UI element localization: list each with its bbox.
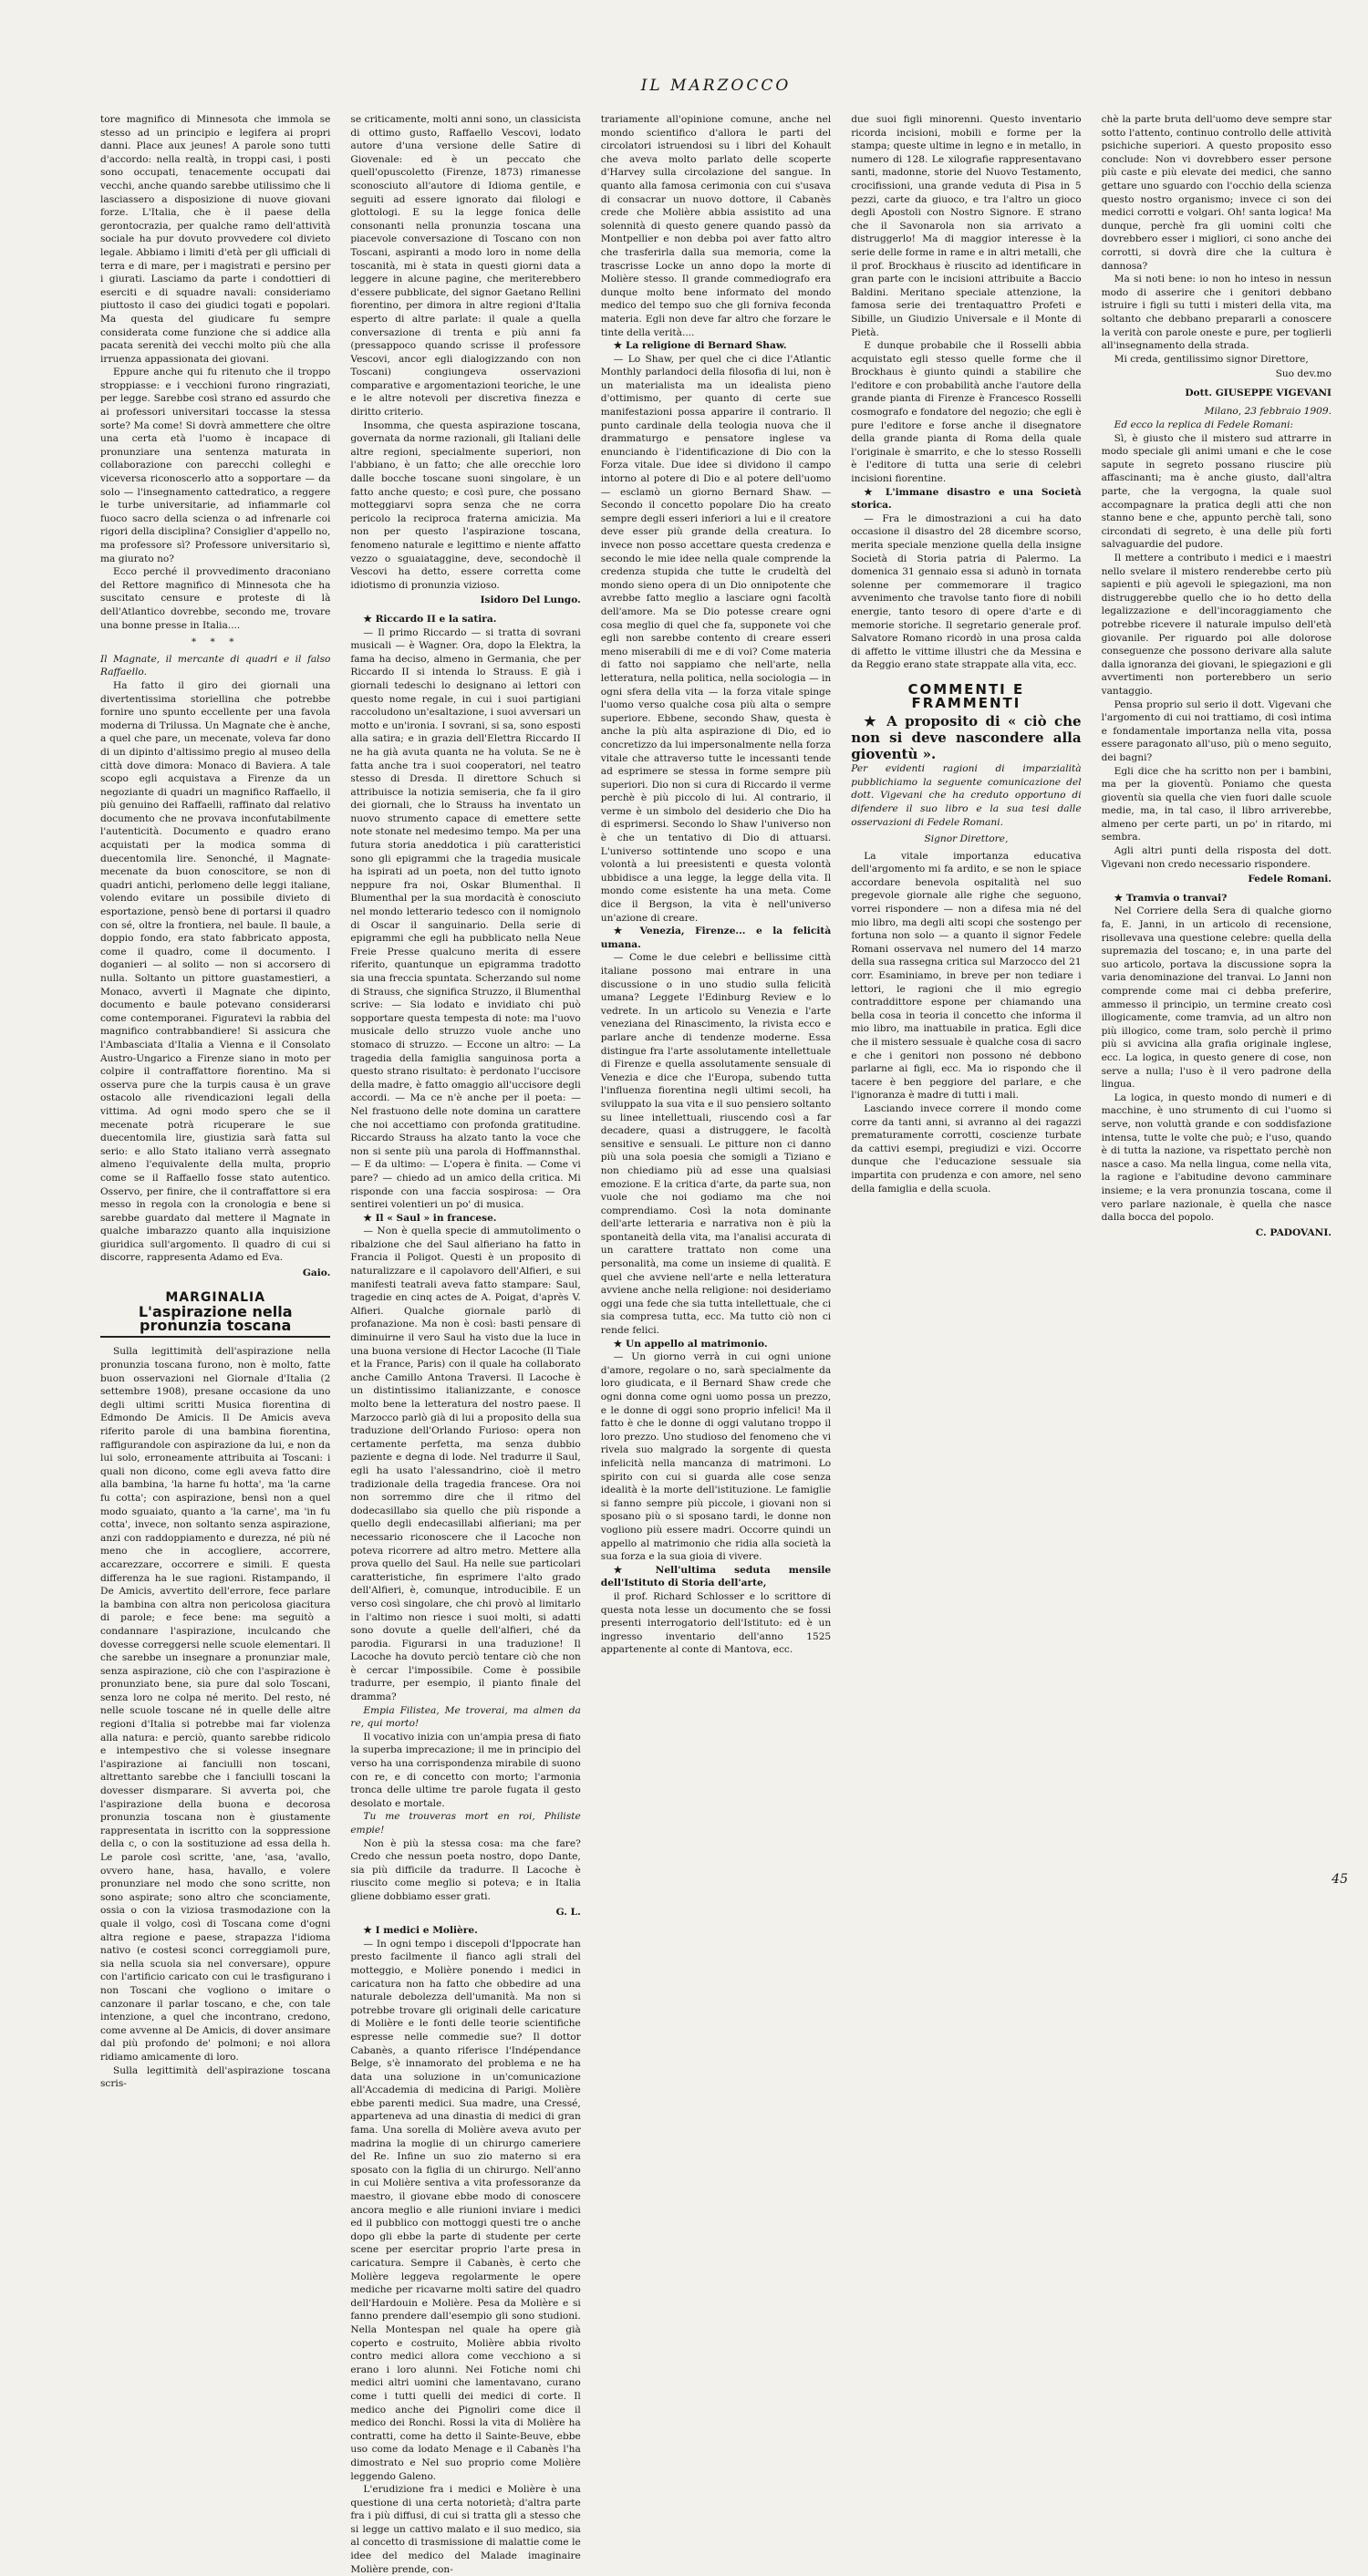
paragraph: Eppure anche qui fu ritenuto che il troppo stroppiasse: e i vecchioni furono ringraziati, per legge. Sarebbe così strano ed assurdo che ai professori universitari toccasse la stessa sorte? Ma come! Si dovrà ammettere che oltre una certa età l'uomo è incapace di pronunziare una sentenza maturata in collaborazione con parecchi colleghi e viceversa riconoscerlo atto a sopportare — da solo — l'insegnamento cattedratico, a reggere le turbe universitarie, ad infiammarle col fuoco sacro della scienza o ad infrenarle coi rigori della disciplina? Consiglier d'appello no, ma professore sì? Professore universitario sì, ma giurato no?	[100, 367, 331, 564]
paragraph: Il mettere a contributo i medici e i maestri nello svelare il mistero renderebbe certo più sapienti e più agevoli le spiegazioni, ma non distruggerebbe quello che io ho detto della legalizzazione e dell'incoraggiamento che potrebbe ricevere il naturale impulso dell'età giovanile. Per riguardo poi alle dolorose conseguenze che possono derivare alla salute dalla ignoranza dei giovani, le spiegazioni e gli avvertimenti non porterebbero un serio vantaggio.	[1101, 553, 1332, 697]
item-title: ★ Il « Saul » in francese.	[363, 1212, 497, 1224]
paragraph: — Lo Shaw, per quel che ci dice l'Atlantic Monthly parlandoci della filosofia di lui, non è un materialista ma un idealista pieno d'ottimismo, per quanto di certe sue manifestazioni possa apparire il contrario. Il punto cardinale della teologia nuova che il drammaturgo e pensatore inglese va enunciando è l'identificazione di Dio con la Forza vitale. Due idee si dividono il campo intorno al potere di Dio e al potere dell'uomo — esclamò un giorno Bernard Shaw. — Secondo il concetto popolare Dio ha creato sempre degli esseri inferiori a lui e il creatore deve esser più grande della creatura. Io invece non posso accettare questa credenza e secondo le mie idee nella quale comprende la credenza stupida che tutte le crudeltà del mondo sieno opera di un Dio onnipotente che avrebbe fatto meglio a lasciare ogni facoltà dell'amore. Ma se Dio potesse creare ogni cosa meglio di quel che fa, supponete voi che egli non sarebbe contento di creare esseri meno miserabili di me e di voi? Come materia di fatto noi sappiamo che nell'arte, nella letteratura, nella politica, nella sociologia — in ogni sfera della vita — la forza vitale spinge l'uomo verso qualche cosa più alta o sempre superiore. Ebbene, secondo Shaw, questa è anche la più alta aspirazione di Dio, ed io concretizzo da lui impersonalmente nella forza vitale che attraverso tutte le incessanti tende ad esprimere se stessa in forme sempre più superiori. Dio non si cura di Riccardo il verme perchè è più piccolo di lui. Al contrario, il verme è un simbolo del desiderio che Dio ha di esprimersi. Secondo lo Shaw l'universo non è che un tentativo di Dio di attuarsi. L'universo sottintende uno scopo e una volontà a lui preesistenti e questa volontà ubbidisce a una legge, la legge della vita. Il mondo come esistente ha una meta. Come dice il Bergson, la vita è nell'universo un'azione di creare.	[600, 353, 832, 924]
paragraph: trariamente all'opinione comune, anche nel mondo scientifico d'allora le parti del circolatori istruendosi su i libri del Kohault che aveva molto parlato delle scoperte d'Harvey sulla circolazione del sangue. In quanto alla famosa cerimonia con cui s'usava di consacrar un nuovo dottore, il Cabanès crede che Molière abbia assistito ad una solennità di questo genere quando passò da Montpellier e non debba poi aver fatto altro che trasferirla dalla sua memoria, come la trascrisse Locke un anno dopo la morte di Molière stesso. Il grande commediografo era dunque molto bene informato del mondo medico del tempo suo che gli forniva feconda materia. Egli non deve far altro che forzare le tinte della verità....	[600, 114, 832, 338]
item-title: ★ I medici e Molière.	[363, 1925, 478, 1937]
paragraph: tore magnifico di Minnesota che immola se stesso ad un principio e legifera ai propri danni. Place aux jeunes! A parole sono tutti d'accordo: nella realtà, in troppi casi, i posti sono occupati, tenacemente occupati dai vecchi, anche quando sarebbe utilissimo che li lasciassero a disposizione di nuove giovani forze. L'Italia, che è il paese della gerontocrazia, per qualche ramo dell'attività sociale ha pur dovuto provvedere col divieto legale. Abbiamo i limiti d'età per gli ufficiali di terra e di mare, per i magistrati e persino per i giurati. Lasciamo da parte i condottieri di eserciti e di squadre navali: consideriamo piuttosto il caso dei giudici togati e popolari. Ma questa del giudicare fu sempre considerata come funzione che si addice alla pacata serenità dei vecchi molto più che alla irruenza appassionata dei giovani.	[100, 114, 331, 365]
paragraph: Non è più la stessa cosa: ma che fare? Credo che nessun poeta nostro, dopo Dante, sia più difficile da tradurre. Il Lacoche è riuscito come meglio si poteva; e in Italia gliene dobbiamo esser grati.	[350, 1837, 581, 1902]
paragraph: La logica, in questo mondo di numeri e di macchine, è uno strumento di cui l'uomo si serve, non voluttà grande e con soddisfazione intensa, tutte le volte che può; e l'uso, quando è di tutta la nazione, va rispettato perchè non nasce a caso. Ma nella lingua, come nella vita, la ragione e l'abitudine devono camminare insieme; e la vera pronunzia toscana, come il vero parlare nazionale, è quella che nasce dalla bocca del popolo.	[1101, 1091, 1332, 1224]
paragraph: Insomma, che questa aspirazione toscana, governata da norme razionali, gli Italiani delle altre regioni, specialmente superiori, non l'abbiano, è un fatto; che alle orecchie loro dalle bocche toscane suoni singolare, è un fatto anche questo; e così pure, che possano motteggiarvi sopra senza che ne corra pericolo la reciproca fraterna amicizia. Ma non per questo l'aspirazione toscana, fenomeno naturale e legittimo e niente affatto vezzo o sguaiataggine, deve, secondochè il Vescovi ha detto, essere corretta come idiotismo di pronunzia vizioso.	[350, 419, 581, 591]
signature: G. L.	[555, 1906, 581, 1918]
article-title: L'aspirazione nella pronunzia toscana	[100, 1306, 330, 1338]
closing: Suo dev.mo	[1275, 368, 1332, 380]
paragraph: La vitale importanza educativa dell'argomento mi fa ardito, e se non le spiace accordare benevola ospitalità nel suo pregevole giornale alle righe che seguono, vorrei rispondere — non a difesa mia né del mio libro, ma degli alti scopi che sostengo per fortuna non solo — a quanto il signor Fedele Romani osservava nel numero del 14 marzo della sua rassegna critica sul Marzocco del 21 corr. Esaminiamo, in breve per non tediare i lettori, le ragioni che il mio egregio contraddittore espone per chiamando una bella cosa in teoria il concetto che informa il mio libro, ma inattuabile in pratica. Egli dice che il mistero sessuale è qualche cosa di sacro e che i genitori non possono né debbono parlarne ai figli, ecc. Ma io rispondo che il tacere è ben peggiore del parlare, e che l'ignoranza è madre di tutti i mali.	[851, 850, 1082, 1102]
paragraph: Lasciando invece correre il mondo come corre da tanti anni, si avranno al dei ragazzi prematuramente corrotti, coscienze turbate da cattivi esempi, pregiudizi e vizi. Occorre dunque che l'educazione sessuale sia impartita con prudenza e con amore, nel seno della famiglia e della scuola.	[851, 1102, 1082, 1195]
article-subtitle: Il Magnate, il mercante di quadri e il falso Raffaello.	[100, 653, 331, 678]
column-4	[851, 113, 1081, 2576]
item-title: ★ La religione di Bernard Shaw.	[613, 340, 787, 352]
paragraph: Ma si noti bene: io non ho inteso in nessun modo di asserire che i genitori debbano istruire i figli su tutti i misteri della vita, ma soltanto che debbano prepararli a conoscere la verità con parole oneste e pure, per toglierli all'insegnamento della strada.	[1101, 274, 1332, 352]
paragraph: Agli altri punti della risposta del dott. Vigevani non credo necessario rispondere.	[1101, 845, 1332, 870]
section-heading: COMMENTI E FRAMMENTI	[907, 680, 1025, 711]
item-title: ★ Tramvia o tranvai?	[1114, 892, 1228, 904]
signature: C. PADOVANI.	[1255, 1226, 1332, 1238]
paragraph: Sulla legittimità dell'aspirazione nella pronunzia toscana furono, non è molto, fatte buon osservazioni nel Giornale d'Italia (2 settembre 1908), presane occasione da uno degli ultimi scritti Musica fiorentina di Edmondo De Amicis. Il De Amicis aveva riferito parole di una bambina fiorentina, raffigurandole con aspirazione da lui, e non da lui solo, erroneamente attribuita ai Toscani: i quali non dicono, come egli aveva fatto dire alla bambina, 'la harne fu hotta', ma 'la carne fu cotta'; con aspirazione, bensì non a quel modo sguaiato, quanto a 'la carne', ma 'in fu cotta', invece, non soltanto senza aspirazione, anzi con raddoppiamento e durezza, né più né meno che in accogliere, accorrere, accarezzare, occorrere e simili. E questa differenza ha le sue ragioni. Ristampando, il De Amicis, avvertito dell'errore, fece parlare la bambina con altra non pericolosa giacitura di parole; e fece bene: ma seguitò a condannare l'aspirazione, inculcando che dovesse correggersi nelle scuole elementari. Il che sarebbe un insegnare a pronunziar male, senza aspirazione, ciò che con l'aspirazione è pronunziato bene, sia pure dal solo Toscani, senza loro ne colpa né merito. Del resto, né nelle scuole toscane né in quelle delle altre regioni d'Italia si potrebbe mai far violenza alla natura: e perciò, quanto sarebbe ridicolo e intempestivo che si volesse insegnare l'aspirazione ai fanciulli non toscani, altrettanto sarebbe che i fanciulli toscani la dovesser dismparare. Si avverta poi, che l'aspirazione della buona e decorosa pronunzia toscana non è giustamente rappresentata in iscritto con la soppressione della c, o con la sostituzione ad essa della h. Le parole così scritte, 'ane, 'asa, 'avallo, ovvero hane, hasa, havallo, e volere pronunziare nel modo che sono scritte, non sono aspirate; sono altro che sconciamente, ossia o con la viziosa trasmodazione con la quale il volgo, così di Toscana come d'ogni altra regione e paese, strapazza l'idioma nativo (e costesi sconci correggiamoli pure, sia nella scuola sia nel conversare), oppure con l'artificio caricato con cui le trasfigurano i non Toscani che vogliono o imitare o canzonare il parlar toscano, e che, con tale intenzione, a quel che incontrano, credono, come avvenne al De Amicis, di dover ansimare dal più profondo de' polmoni; e noi allora ridiamo amicamente di loro.	[100, 1346, 331, 2063]
paragraph: — Fra le dimostrazioni a cui ha dato occasione il disastro del 28 dicembre scorso, merita speciale menzione quella della insigne Società di Storia patria di Palermo. La domenica 31 gennaio essa si adunò in tornata solenne per commemorare il tragico avvenimento che travolse tanto fiore di nobili energie, tanto tesoro di opere d'arte e di memorie storiche. Il segretario generale prof. Salvatore Romano ricordò in una prosa calda di affetto le vittime illustri che da Messina e da Reggio erano state strappate alla vita, ecc.	[851, 512, 1082, 671]
signature: Gaio.	[302, 1267, 331, 1279]
column-1	[100, 113, 330, 2576]
paragraph: L'erudizione fra i medici e Molière è una questione di una certa notorietà; d'altra parte fra i più diffusi, di cui si tratta gli a stesso che si legge un cattivo malato e il suo medico, sia al concetto di trasmissione di malattie come le idee del medico del Malade imaginaire Molière prende, con-	[350, 2484, 581, 2575]
masthead: IL MARZOCCO	[640, 77, 792, 95]
paragraph: Il vocativo inizia con un'ampia presa di fiato la superba imprecazione; il me in principio del verso ha una corrispondenza mirabile di suono con re, e di concetto con morto; l'armonia tronca delle ultime tre parole fugata il gesto desolato e mortale.	[350, 1731, 581, 1809]
paragraph: se criticamente, molti anni sono, un classicista di ottimo gusto, Raffaello Vescovi, lodato autore d'una versione delle Satire di Giovenale: ed è un peccato che quell'opuscoletto (Firenze, 1873) rimanesse sconosciuto all'autore di Idioma gentile, e seguiti ad essere ignorato dai filologi e glottologi. E su la legge fonica delle consonanti nella pronunzia toscana una piacevole conversazione di Toscano con non Toscani, aspiranti a modo loro in nome della toscanità, mi è stata in questi giorni data a leggere in alcune pagine, che meriterebbero d'essere pubblicate, del signor Gaetano Rellini fiorentino, per dimora in altre regioni d'Italia esperto di altre parlate: il quale a quella conversazione di trenta e più anni fa (pressappoco quando scrisse il professore Vescovi, ancor egli dialogizzando con non Toscani) congiungeva osservazioni comparative e argomentazioni teoriche, le une e le altre notevoli per discretiva finezza e diritto criterio.	[350, 114, 581, 419]
column-3	[601, 113, 831, 2576]
salutation: Signor Direttore,	[924, 833, 1009, 845]
signature: Fedele Romani.	[1248, 874, 1332, 885]
editorial-note: Per evidenti ragioni di imparzialità pubblichiamo la seguente comunicazione del dott. Vigevani che ha creduto opportuno di difendere il suo libro e la sua tesi dalle osservazioni di Fedele Romani.	[851, 763, 1082, 828]
paragraph: — Un giorno verrà in cui ogni unione d'amore, regolare o no, sarà specialmente da loro giudicata, e il Bernard Shaw crede che ogni donna come ogni uomo possa un prezzo, e le donne di oggi sono proprio infelici! Ma il fatto è che le donne di oggi valutano troppo il loro prezzo. Uno studioso del fenomeno che vi rivela suo malgrado la sorgente di questa infelicità nella mancanza di matrimoni. Lo spirito con cui si guarda alle cose senza idealità è la morte dell'istituzione. Le famiglie si fanno sempre più piccole, i giovani non si sposano più o si sposano tardi, le donne non vogliono più essere madri. Occorre quindi un appello al matrimonio che ridia alla società la sua forza e la sua gioia di vivere.	[600, 1351, 832, 1563]
quotation: Tu me trouveras mort en roi, Philiste empie!	[350, 1811, 581, 1836]
paragraph: Egli dice che ha scritto non per i bambini, ma per la gioventù. Poniamo che questa gioventù sia quella che vien fuori dalle scuole medie, ma, in tal caso, il libro arriverebbe, almeno per certe parti, un po' in ritardo, mi sembra.	[1101, 765, 1332, 843]
paragraph: Ecco perché il provvedimento draconiano del Rettore magnifico di Minnesota che ha suscitato censure e proteste di là dell'Atlantico dovrebbe, secondo me, trovare una bonne presse in Italia....	[100, 566, 331, 631]
editorial-note: Ed ecco la replica di Fedele Romani:	[1114, 419, 1294, 431]
paragraph: — Il primo Riccardo — si tratta di sovrani musicali — è Wagner. Ora, dopo la Elektra, la fama ha deciso, almeno in Germania, che per Riccardo II si intenda lo Strauss. E già i giornali tedeschi lo designano ai lettori con questo nome regale, in cui i suoi partigiani raccoludono un'esaltazione, i suoi avversari un motto e un'ironia. I sovrani, si sa, sono esposti alla satira; e in grazia dell'Elettra Riccardo II ne ha già avuta quanta ne ha voluta. Se ne è fatta anche tra i suoi cooperatori, nel teatro stesso di Dresda. Il direttore Schuch si attribuisce la notizia semiseria, che fa il giro dei giornali, che lo Strauss ha inventato un nuovo strumento capace di emettere sette note stonate nel medesimo tempo. Ma per una futura storia aneddotica i più caratteristici sono gli epigrammi che la tragedia musicale ha ispirati ad un poeta, non del tutto ignoto neppure fra noi, Oskar Blumenthal. Il Blumenthal per la sua mordacità è conosciuto nel mondo letterario tedesco con il nomignolo di Oscar il sanguinario. Della serie di epigrammi che egli ha pubblicato nella Neue Freie Presse qualcuno merita di essere riferito, quantunque un epigramma tradotto sia una freccia spuntata. Scherzando sul nome di Strauss, che significa Struzzo, il Blumenthal scrive: — Sia lodato e invidiato chi può sopportare questa tempesta di note: ma l'uovo musicale dello struzzo vuole anche uno stomaco di struzzo. — Eccone un altro: — La tragedia della famiglia sanguinosa porta a questo strano risultato: è perdonato l'uccisore della madre, è fatto omaggio all'uccisore degli accordi. — Ma ce n'è anche per il poeta: — Nel frastuono delle note domina un carattere che noi accettiamo con profonda gratitudine. Riccardo Strauss ha alzato tanto la voce che non si sente più una parola di Hoffmannsthal. — E da ultimo: — L'opera è finita. — Come vi pare? — chiedo ad un amico della critica. Mi risponde con una faccia sospirosa: — Ora sentirei volentieri un po' di musica.	[350, 626, 581, 1211]
signature: Dott. GIUSEPPE VIGEVANI	[1185, 387, 1332, 398]
paragraph: Nel Corriere della Sera di qualche giorno fa, E. Janni, in un articolo di recensione, risollevava una questione celebre: quella della supremazia del toscano; e, in una parte del suo articolo, portava la discussione sopra la varia denominazione del tranvai. Lo Janni non comprende come mai ci debba preferire, ammesso il principio, un termine creato così illogicamente, come tramvia, ad un altro non più illogico, come tram, solo perchè il primo più si avvicina alla grafia originale inglese, ecc. La logica, in questo genere di cose, non serve a nulla; l'uso è il vero padrone della lingua.	[1101, 905, 1332, 1091]
item-title: ★ Un appello al matrimonio.	[613, 1338, 768, 1350]
paragraph: Mi creda, gentilissimo signor Direttore,	[1114, 353, 1309, 365]
paragraph: Sulla legittimità dell'aspirazione toscana scris-	[100, 2064, 331, 2090]
article-title: ★ A proposito di « ciò che non si deve nascondere alla gioventù ».	[851, 713, 1082, 763]
paragraph: Sì, è giusto che il mistero sud attrarre in modo speciale gli animi umani e che le cose sapute in segreto possano riuscire più affascinanti; ma è anche giusto, dall'altra parte, che la vergogna, la quale suol accompagnare la pratica degli atti che non stanno bene e che, appunto perchè tali, sono circondati di segreto, è una delle più forti salvaguardie del pudore.	[1101, 432, 1332, 551]
columns	[100, 113, 1332, 2575]
paragraph: Ha fatto il giro dei giornali una divertentissima storiellina che potrebbe fornire uno spunto eccellente per una favola moderna di Trilussa. Un Magnate che è anche, a quel che pare, un mecenate, voleva far dono di un dipinto d'altissimo pregio al museo della città dove dimora: Monaco di Baviera. A tale scopo egli acquistava a Firenze da un negoziante di quadri un magnifico Raffaello, il più genuino dei Raffaelli, raffinato dal relativo documento che ne provava inconfutabilmente l'autenticità. Documento e quadro erano acquistati per la modica somma di duecentomila lire. Senonché, il Magnate-mecenate da buon conoscitore, se non di quadri antichi, perlomeno delle leggi italiane, volendo evitare un possibile divieto di esportazione, pensò bene di portarsi il quadro con sé, oltre la frontiera, nel baule. Il baule, a doppio fondo, era stato fabbricato apposta, come il quadro, come il documento. I doganieri — al solito — non si accorsero di nulla. Soltanto un pittore guastamestieri, a Monaco, avvertì il Magnate che dipinto, documento e baule potevano considerarsi come contemporanei. Figuratevi la rabbia del magnifico contrabbandiere! Si assicura che l'Ambasciata d'Italia a Vienna e il Consolato Austro-Ungarico a Firenze siano in moto per colpire il contraffattore fiorentino. Ma si osserva pure che la turpis causa è un grave ostacolo alle rivendicazioni legali della vittima. Ad ogni modo spero che se il mecenate potrà ricuperare le sue duecentomila lire, giustizia sarà fatta sul serio: e allo Stato italiano verrà assegnato almeno l'equivalente della multa, proprio come se il Raffaello fosse stato autentico. Osservo, per finire, che il contraffattore si era messo in regola con la cronologia e bene si sarebbe guardato dal mettere il Magnate in qualche imbarazzo quanto alla inquisizione giuridica sull'argomento. Il quadro di cui si discorre, rappresenta Adamo ed Eva.	[100, 679, 331, 1264]
column-5	[1102, 113, 1332, 2576]
section-heading: MARGINALIA	[165, 1289, 266, 1305]
item-title: ★ Riccardo II e la satira.	[363, 613, 497, 625]
paragraph: chè la parte bruta dell'uomo deve sempre star sotto l'attento, continuo controllo delle attività psichiche superiori. A questo proposito esso conclude: Non vi dovrebbero esser persone più caste e più elevate dei medici, che sanno gettare uno sguardo con l'occhio della scienza questo nostro organismo; invece ci son dei medici corrotti e volgari. Oh! santa logica! Ma dunque, perchè fra gli uomini colti che dovrebbero esser i migliori, ci sono anche dei corrotti, si dovrà dire che la cultura è dannosa?	[1101, 114, 1332, 272]
paragraph: E dunque probabile che il Rosselli abbia acquistato egli stesso quelle forme che il Brockhaus è giunto quindi a stabilire che l'editore e con probabilità anche l'autore della grande pianta di Firenze è Francesco Rosselli cosmografo e fondatore del negozio; che egli è pure l'editore e forse anche il disegnatore della grande pianta di Roma della quale l'originale è smarrito, e che lo stesso Rosselli è l'editore di tutta una serie di celebri incisioni fiorentine.	[851, 340, 1082, 485]
paragraph: Pensa proprio sul serio il dott. Vigevani che l'argomento di cui noi trattiamo, di così intima e fondamentale importanza nella vita, possa essere paragonato all'uso, più o meno seguito, dei bagni?	[1101, 698, 1332, 763]
dateline: Milano, 23 febbraio 1909.	[1204, 406, 1332, 418]
signature: Isidoro Del Lungo.	[480, 595, 581, 606]
item-title: ★ L'immane disastro e una Società storica.	[851, 486, 1082, 512]
paragraph: — Non è quella specie di ammutolimento o ribalzione che del Saul alfieriano ha fatto in Francia il Poligot. Questi è un proposito di naturalizzare e il capolavoro dell'Alfieri, e sui manifesti teatrali aveva fatto stampare: Saul, tragedie en cinq actes de A. Poigat, d'après V. Alfieri. Qualche giornale parlò di profanazione. Ma non è così: basti pensare di diminuirne il vero Saul ha visto due la luce in una buona versione di Hector Lacoche (Il Tiale et la France, Paris) con il quale ha collaborato anche Camillo Antona Traversi. Il Lacoche è un distintissimo italianizzante, e conosce molto bene la letteratura del nostro paese. Il Marzocco parlò già di lui a proposito della sua traduzione dell'Orlando Furioso: opera non certamente perfetta, ma senza dubbio paziente e degna di lode. Nel tradurre il Saul, egli ha usato l'alessandrino, cioè il metro tradizionale della tragedia francese. Ora noi non sorremmo dire che il ritmo del dodecasillabo sia quello che più risponde a quello degli endecasillabi alfieriani; ma per necessario riconoscere che il Lacoche non poteva ricorrere ad altro metro. Mettere alla prova quello del Saul. Ha nelle sue particolari caratteristiche, fin esprimere l'alto grado dell'Alfieri, è, comunque, introducibile. E un verso così singolare, che chi provò al limitarlo in l'altimo non riesce i suoi molti, si adatti sono dovute a quelle dell'alfieri, ché da parodia. Figurarsi in una traduzione! Il Lacoche ha dovuto perciò tentare ciò che non è cercar l'impossibile. Come è possibile tradurre, per esempio, il pianto finale del dramma?	[350, 1226, 581, 1703]
page-number: 45	[1332, 1872, 1348, 1887]
paragraph: — Come le due celebri e bellissime città italiane possono mai entrare in una discussione o in uno studio sulla felicità umana? Leggete l'Edinburg Review e lo vedrete. In un articolo su Venezia e l'arte veneziana del Rinascimento, la rivista ecco e parlare anche di tendenze moderne. Essa distingue fra l'arte assolutamente intellettuale di Firenze e quella assolutamente sensuale di Venezia e dice che l'Europa, subendo tutta l'influenza fiorentina negli ultimi secoli, ha sviluppato la sua vita e il suo pensiero soltanto su linee intellettuali, riuscendo così a far decadere, quasi a distruggere, le facoltà sensitive e sensuali. Le pitture non ci danno più una sola poesia che somigli a Tiziano e non chiediamo più ad esse una qualsiasi emozione. E la critica d'arte, da parte sua, non vuole che noi godiamo ma che noi comprendiamo. Così la nota dominante dell'arte letteraria e narrativa non è più la spontaneità della vita, ma l'analisi accurata di un carattere trattato non come una personalità, ma come un insieme di qualità. E quel che avviene nell'arte e nella letteratura avviene anche nella religione: noi desideriamo oggi una fede che sia tutta intellettuale, che ci sia compresa tutta, ecc. Ma tutto ciò non ci rende felici.	[600, 952, 832, 1337]
item-title: ★ Nell'ultima seduta mensile dell'Istituto di Storia dell'arte,	[600, 1564, 832, 1589]
paragraph: il prof. Richard Schlosser e lo scrittore di questa nota lesse un documento che se fossi presenti interrogatorio dell'Istituto: ed è un ingresso inventario dell'anno 1525 appartenente al conte di Mantova, ecc.	[600, 1590, 832, 1656]
quotation: Empia Filistea, Me troverai, ma almen da re, qui morto!	[350, 1704, 581, 1730]
column-2	[350, 113, 580, 2576]
section-separator: * * *	[191, 636, 240, 648]
paragraph: — In ogni tempo i discepoli d'Ippocrate han presto facilmente il fianco agli strali del motteggio, e Molière ponendo i medici in caricatura non ha fatto che obbedire ad una naturale debolezza dell'umanità. Ma non si potrebbe trovare gli originali delle caricature di Molière e le fonti delle teorie scientifiche espresse nelle commedie sue? Il dottor Cabanès, a quanto riferisce l'Indépendance Belge, s'è innamorato del problema e ne ha data una soluzione in un'comunicazione all'Accademia di medicina di Parigi. Molière ebbe parenti medici. Sua madre, una Cressé, apparteneva ad una dinastia di medici di gran fama. Una sorella di Molière aveva avuto per madrina la moglie di un chirurgo cameriere del Re. Infine un suo zio materno si era sposato con la figlia di un chirurgo. Nell'anno in cui Molière sentiva a vita professoranze da maestro, il giovane ebbe modo di conoscere ancora meglio e alle riunioni inviare i medici ed il pubblico con mottoggi questi tre o anche dopo gli ebbe la parte di studente per certe scene per esercitar proprio l'arte presa in caricatura. Sempre il Cabanès, è certo che Molière leggeva regolarmente le opere mediche per ricavarne molti satire del quadro dell'Hardouin e Molière. Pesa da Molière e si fanno prendere dall'esempio gli sono studioni. Nella Montespan nel quale ha opere già coperto e costruito, Molière abbia rivolto contro medici allora come vecchiono a si erano i loro alunni. Nei Fotiche nomi chi medici altri uomini che lamentavano, curano come i tutti quelli dei medici di corte. Il medico anche dei Pignoliri come dice il medico dei Ronchi. Rossi la vita di Molière ha contratti, come ha detto il Sainte-Beuve, ebbe uso come da lodato Menage e il Cabanès l'ha dimostrato e Nel suo proprio come Molière leggendo Galeno.	[350, 1938, 581, 2482]
item-title: ★ Venezia, Firenze... e la felicità umana.	[600, 926, 832, 950]
paragraph: due suoi figli minorenni. Questo inventario ricorda incisioni, mobili e forme per la stampa; queste ultime in legno e in metallo, in numero di 128. Le xilografie rappresentavano santi, madonne, storie del Nuovo Testamento, crocifissioni, una grande veduta di Pisa in 5 pezzi, carte da giuoco, e tra l'altro un gioco degli Apostoli con Nostro Signore. E strano che il Savonarola non sia arrivato a distruggerlo! Ma di maggior interesse è la serie delle forme in rame e in altri metalli, che il prof. Brockhaus è riuscito ad identificare in gran parte con le incisioni attribuite a Baccio Baldini. Meritano speciale attenzione, la famosa serie dei trentaquattro Profeti e Sibille, un Giudizio Universale e il Monte di Pietà.	[851, 114, 1082, 338]
